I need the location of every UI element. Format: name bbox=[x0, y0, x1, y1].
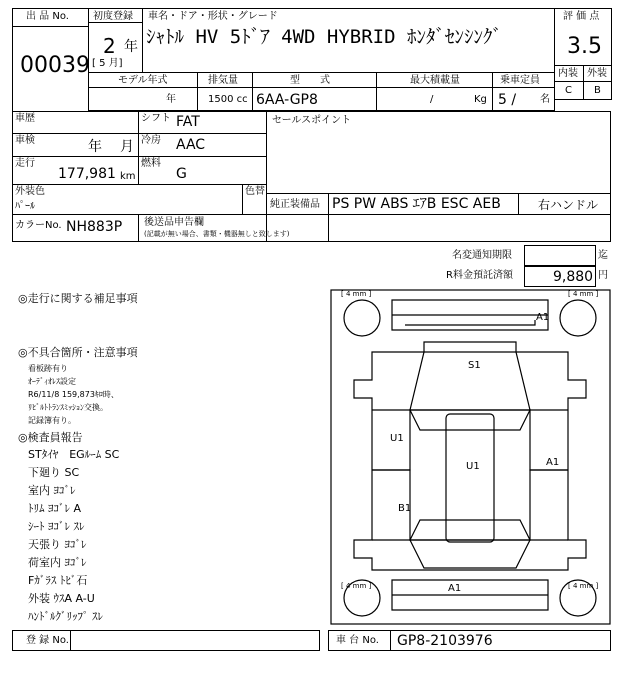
shift-label: シフト bbox=[141, 113, 171, 124]
model-year-value: 年 bbox=[166, 94, 176, 105]
color-number-value: NH883P bbox=[66, 219, 123, 235]
note-line: 下廻り SC bbox=[28, 466, 80, 479]
history-label: 車歴 bbox=[15, 113, 35, 124]
note-line: ﾘﾋﾞﾙﾄﾄﾗﾝｽﾐｯｼｮﾝ交換。 bbox=[28, 403, 108, 412]
inspection-year: 年 bbox=[88, 139, 102, 155]
shift-value: FAT bbox=[176, 114, 200, 130]
capacity-label: 乗車定員 bbox=[500, 75, 540, 86]
recycle-fee-value: 9,880 bbox=[553, 269, 594, 285]
grade-label: 評 価 点 bbox=[563, 11, 600, 22]
year-unit: 年 bbox=[124, 39, 138, 55]
note-line: STﾀｲﾔ EGﾙｰﾑ SC bbox=[28, 448, 120, 461]
note-line: Fｶﾞﾗｽ ﾄﾋﾞ石 bbox=[28, 574, 88, 587]
defects-title: ◎不具合箇所・注意事項 bbox=[18, 346, 138, 359]
post-report-note: (記載が無い場合、書類・機器無しと致します) bbox=[144, 230, 290, 238]
fuel-value: G bbox=[176, 166, 187, 182]
name-change-label: 名変通知期限 bbox=[452, 250, 512, 261]
name-change-unit: 迄 bbox=[598, 250, 608, 261]
model-code-label: 型 式 bbox=[290, 75, 330, 86]
note-line: ﾊﾝﾄﾞﾙｸﾞﾘｯﾌﾟ ｽﾚ bbox=[28, 610, 103, 623]
interior-grade-label: 内装 bbox=[558, 68, 578, 79]
damage-mark-rear-bumper: A1 bbox=[448, 583, 462, 594]
exterior-grade-label: 外装 bbox=[587, 68, 607, 79]
exterior-color-value: ﾊﾟｰﾙ bbox=[15, 201, 35, 212]
first-registration-month: [ 5 月] bbox=[92, 58, 123, 69]
model-code-value: 6AA-GP8 bbox=[256, 92, 318, 108]
max-load-unit: Kg bbox=[474, 94, 487, 105]
capacity-value: 5 / bbox=[498, 92, 517, 108]
equipment-value: PS PW ABS ｴｱB ESC AEB bbox=[332, 196, 501, 212]
first-registration-label: 初度登録 bbox=[93, 11, 133, 22]
damage-mark-left-rear: B1 bbox=[398, 503, 412, 514]
first-registration-year: 2 bbox=[103, 34, 116, 58]
tire-front-left-label: [ 4 mm ] bbox=[341, 290, 372, 298]
ac-label: 冷房 bbox=[141, 135, 161, 146]
inspection-label: 車検 bbox=[15, 135, 35, 146]
exterior-grade-value: B bbox=[594, 85, 601, 96]
lot-number-label: 出 品 No. bbox=[26, 11, 69, 22]
mileage-unit: km bbox=[120, 171, 136, 182]
mileage-value: 177,981 bbox=[58, 166, 116, 182]
steering-value: 右ハンドル bbox=[538, 198, 599, 212]
driving-notes-title: ◎走行に関する補足事項 bbox=[18, 292, 138, 305]
defects-list bbox=[28, 362, 119, 427]
note-line: 外装 ｳｽA A-U bbox=[28, 592, 95, 605]
mileage-label: 走行 bbox=[15, 158, 35, 169]
note-line: 看板跡有り bbox=[28, 364, 68, 373]
note-line: ｵｰﾃﾞｨｵﾚｽ設定 bbox=[28, 377, 76, 386]
note-line: 記録簿有り。 bbox=[28, 416, 76, 425]
vehicle-diagram bbox=[331, 290, 610, 624]
displacement-value: 1500 cc bbox=[208, 94, 248, 105]
repaint-label: 色替 bbox=[245, 186, 265, 197]
inspection-month: 月 bbox=[120, 139, 134, 155]
car-name: ｼｬﾄﾙ HV 5ﾄﾞｱ 4WD HYBRID ﾎﾝﾀﾞｾﾝｼﾝｸﾞ bbox=[146, 26, 502, 48]
grade-value: 3.5 bbox=[567, 34, 602, 59]
note-line: 天張り ﾖｺﾞﾚ bbox=[28, 538, 87, 551]
sales-point-label: セールスポイント bbox=[272, 115, 352, 126]
car-name-label: 車名・ドア・形状・グレード bbox=[148, 11, 278, 22]
tire-front-right-label: [ 4 mm ] bbox=[568, 290, 599, 298]
damage-mark-left-door: U1 bbox=[390, 433, 404, 444]
recycle-fee-unit: 円 bbox=[598, 270, 608, 281]
max-load-label: 最大積載量 bbox=[410, 75, 460, 86]
post-report-label: 後送品申告欄 bbox=[144, 217, 204, 228]
inspector-list bbox=[28, 446, 119, 626]
ac-value: AAC bbox=[176, 137, 206, 153]
interior-grade-value: C bbox=[565, 85, 572, 96]
damage-mark-hood: S1 bbox=[468, 360, 481, 371]
exterior-color-label: 外装色 bbox=[15, 186, 45, 197]
color-number-label: カラーNo. bbox=[15, 220, 62, 231]
displacement-label: 排気量 bbox=[208, 75, 238, 86]
max-load-value: / bbox=[430, 94, 434, 105]
chassis-number-label: 車 台 No. bbox=[336, 635, 379, 646]
damage-mark-right-door: A1 bbox=[546, 457, 560, 468]
chassis-number-value: GP8-2103976 bbox=[397, 633, 493, 649]
fuel-label: 燃料 bbox=[141, 158, 161, 169]
note-line: ﾄﾘﾑ ﾖｺﾞﾚ A bbox=[28, 502, 82, 515]
note-line: 室内 ﾖｺﾞﾚ bbox=[28, 484, 76, 497]
tire-rear-right-label: [ 4 mm ] bbox=[568, 582, 599, 590]
capacity-unit: 名 bbox=[540, 94, 550, 105]
registration-number-label: 登 録 No. bbox=[26, 635, 69, 646]
note-line: 荷室内 ﾖｺﾞﾚ bbox=[28, 556, 87, 569]
recycle-fee-label: R料金預託済額 bbox=[446, 270, 513, 281]
damage-mark-roof: U1 bbox=[466, 461, 480, 472]
damage-mark-front-bumper: A1 bbox=[536, 312, 550, 323]
inspector-title: ◎検査員報告 bbox=[18, 431, 83, 444]
model-year-label: モデル年式 bbox=[118, 75, 168, 86]
tire-rear-left-label: [ 4 mm ] bbox=[341, 582, 372, 590]
note-line: ｼｰﾄ ﾖｺﾞﾚ ｽﾚ bbox=[28, 520, 85, 533]
lot-number: 00039 bbox=[20, 53, 90, 78]
note-line: R6/11/8 159,873ｷﾛ時、 bbox=[28, 390, 119, 399]
equipment-label: 純正装備品 bbox=[270, 199, 320, 210]
